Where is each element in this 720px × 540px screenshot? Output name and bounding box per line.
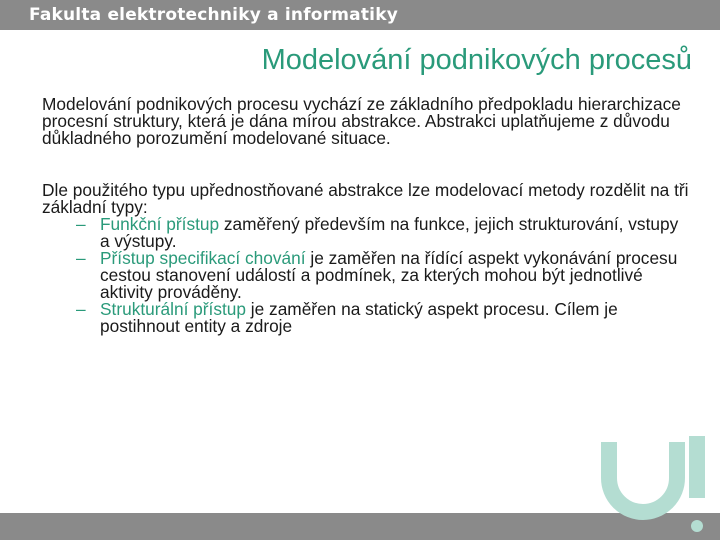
- bullet-text: zaměřený především na funkce, jejich strukturování, vstupy a výstupy.: [100, 214, 679, 251]
- paragraph-types: Dle použitého typu upřednostňované abstrakce lze modelovací metody rozdělit na tři základní typy:: [42, 180, 689, 217]
- dash-icon: –: [76, 299, 86, 319]
- bullet-highlight: Funkční přístup: [100, 214, 220, 234]
- dash-icon: –: [76, 214, 86, 234]
- university-logo-icon: [595, 430, 720, 540]
- bullet-highlight: Přístup specifikací chování: [100, 248, 306, 268]
- bullet-item: [42, 301, 692, 335]
- bullet-text: je zaměřen na řídící aspekt vykonávání procesu cestou stanovení událostí a podmínek, za kterých mohou být jednotlivé aktivity prováděny.: [100, 248, 678, 302]
- bullet-text: je zaměřen na statický aspekt procesu. Cílem je postihnout entity a zdroje: [100, 299, 618, 336]
- bullet-item: [42, 216, 692, 250]
- faculty-name: Fakulta elektrotechniky a informatiky: [29, 5, 398, 25]
- slide-body: [42, 96, 692, 335]
- dash-icon: –: [76, 248, 86, 268]
- bullet-highlight: Strukturální přístup: [100, 299, 246, 319]
- bullet-item: [42, 250, 692, 301]
- paragraph-intro: Modelování podnikových procesu vychází ze základního předpokladu hierarchizace procesní struktury, která je dána mírou abstrakce. Abstrakci uplatňujeme z důvodu důkladného porozumění modelované situace.: [42, 94, 681, 148]
- slide-title: Modelování podnikových procesů: [261, 44, 692, 76]
